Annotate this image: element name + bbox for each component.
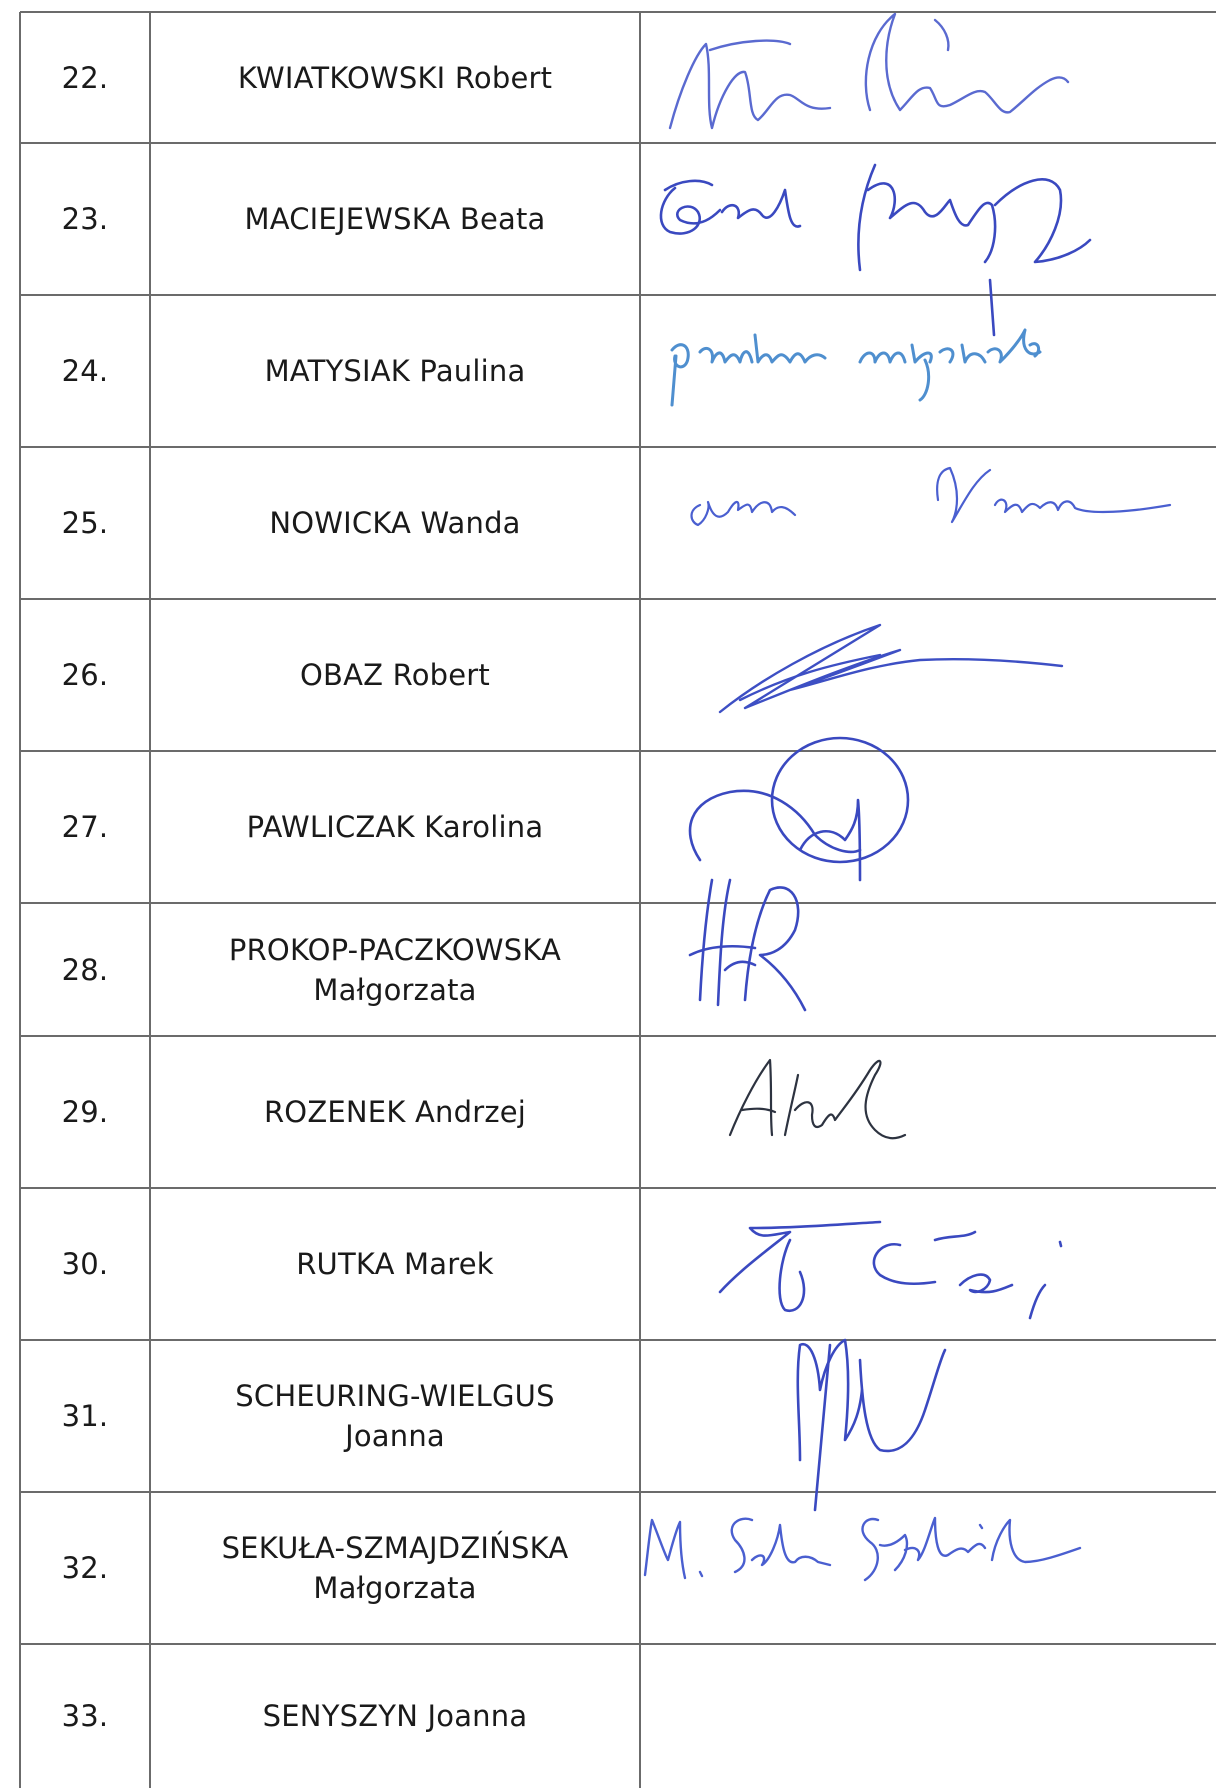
handwritten-signature-icon [730, 1060, 905, 1138]
row-number: 24. [61, 354, 109, 388]
member-name-line: KWIATKOWSKI Robert [237, 60, 553, 95]
handwritten-signature-icon [690, 880, 805, 1010]
member-name-line: PROKOP-PACZKOWSKA [228, 932, 562, 967]
member-name-line: Małgorzata [313, 1571, 477, 1605]
member-name-line: RUTKA Marek [296, 1247, 494, 1281]
row-number: 32. [61, 1551, 109, 1585]
row-number: 27. [61, 810, 109, 844]
handwritten-signature-icon [720, 1222, 1061, 1318]
handwritten-signature-icon [692, 468, 1171, 525]
row-number: 31. [61, 1399, 109, 1433]
member-name-line: Joanna [345, 1419, 445, 1453]
handwritten-signature-icon [672, 330, 1040, 405]
row-number: 29. [61, 1095, 109, 1129]
row-number: 22. [61, 60, 109, 95]
handwritten-signature-icon [690, 738, 908, 880]
handwritten-signature-icon [798, 1340, 945, 1510]
row-number: 28. [61, 952, 109, 987]
member-name-line: Małgorzata [313, 972, 477, 1007]
row-number: 33. [61, 1699, 109, 1733]
row-number: 30. [61, 1247, 109, 1281]
member-name-line: PAWLICZAK Karolina [246, 810, 544, 844]
handwritten-signature-icon [720, 625, 1062, 712]
handwritten-signature-icon [661, 165, 1090, 335]
member-name-line: SEKUŁA-SZMAJDZIŃSKA [221, 1531, 569, 1565]
row-number: 25. [61, 506, 109, 540]
member-name-line: SCHEURING-WIELGUS [235, 1379, 555, 1413]
row-number: 23. [61, 202, 109, 236]
member-name-line: MATYSIAK Paulina [264, 354, 526, 388]
handwritten-signature-icon [645, 1518, 1080, 1580]
member-name-line: SENYSZYN Joanna [262, 1699, 528, 1733]
member-name-line: ROZENEK Andrzej [263, 1095, 527, 1129]
member-name-line: NOWICKA Wanda [269, 506, 521, 540]
row-number: 26. [61, 658, 109, 692]
member-name-line: OBAZ Robert [300, 658, 490, 692]
handwritten-signature-icon [670, 14, 1068, 128]
member-name-line: MACIEJEWSKA Beata [244, 202, 546, 236]
